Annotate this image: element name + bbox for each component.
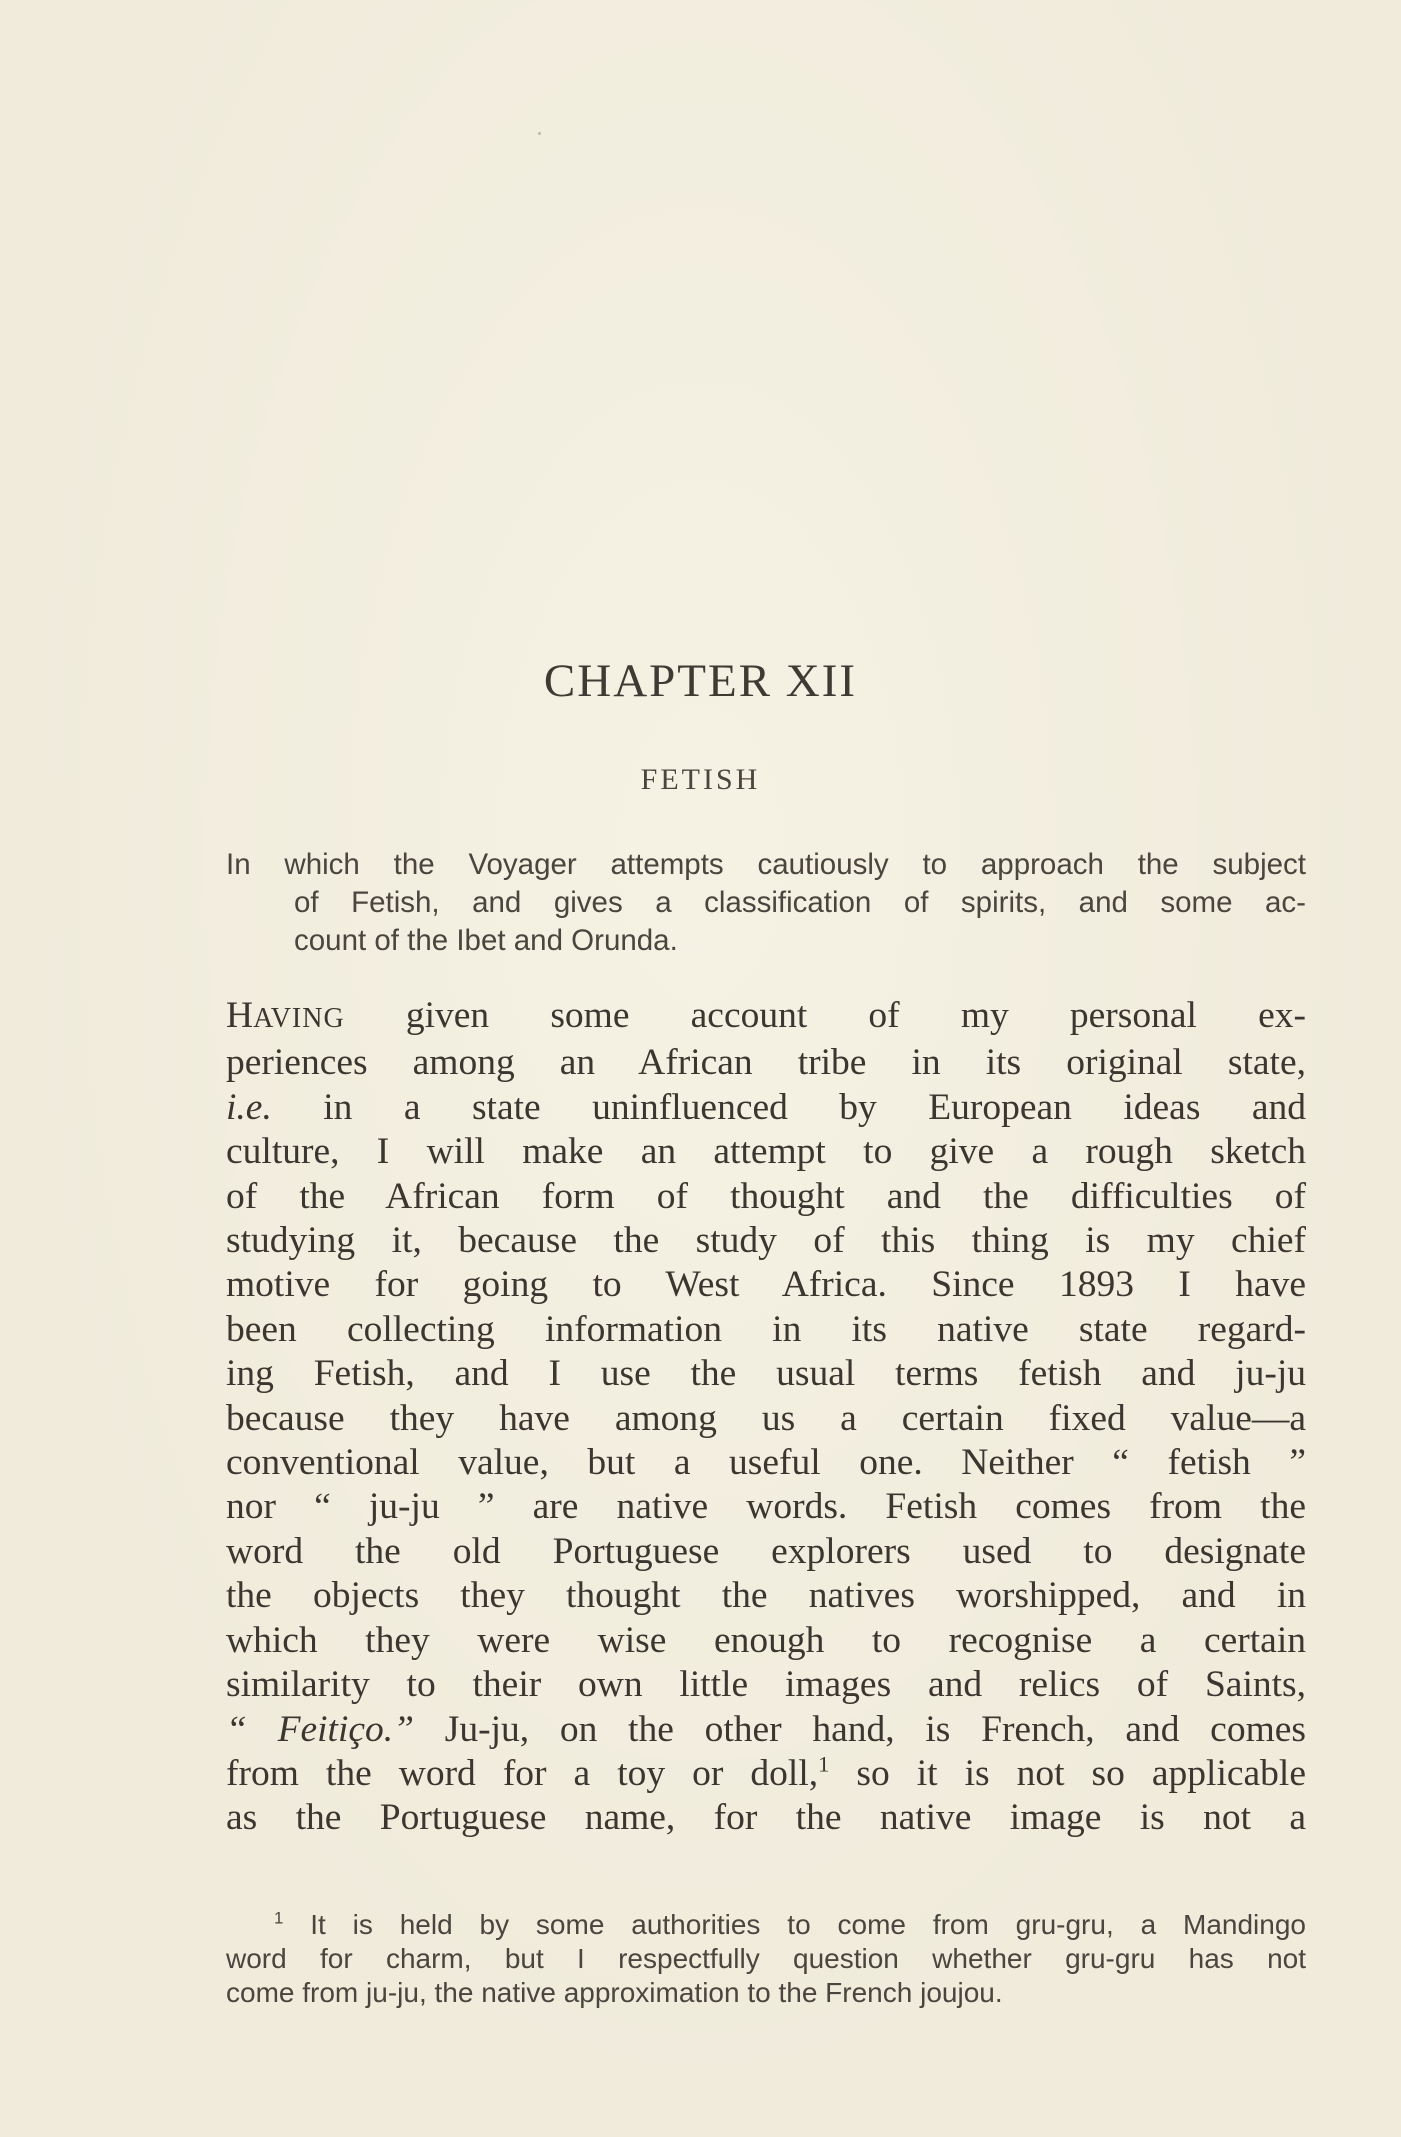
body-line (226, 1708, 1306, 1752)
page-speck (538, 132, 541, 135)
footnote (226, 1908, 1306, 2010)
body-line: conventional value, but a useful one. Neither “ fetish ” (226, 1442, 1306, 1484)
body-line-rest: so it is not so applicable (829, 1752, 1307, 1794)
body-line (226, 1752, 1306, 1796)
body-line: word the old Portuguese explorers used to designate (226, 1530, 1306, 1572)
footnote-line: come from ju-ju, the native approximation to the French joujou. (226, 1977, 1003, 2008)
chapter-summary (226, 846, 1306, 960)
body-line: nor “ ju-ju ” are native words. Fetish comes from the (226, 1486, 1306, 1528)
body-line: because they have among us a certain fixed value—a (226, 1397, 1306, 1439)
chapter-title: CHAPTER XII (543, 655, 858, 707)
summary-line: In which the Voyager attempts cautiously to approach the subject (226, 848, 1306, 881)
body-line-rest: Ju-ju, on the other hand, is French, and comes (414, 1708, 1306, 1750)
body-line: the objects they thought the natives worshipped, and in (226, 1575, 1306, 1617)
summary-line: count of the Ibet and Orunda. (294, 924, 678, 957)
body-line: which they were wise enough to recognise a certain (226, 1619, 1306, 1661)
body-line: been collecting information in its native state regard- (226, 1308, 1306, 1350)
body-line-rest: in a state uninfluenced by European ideas and (323, 1086, 1306, 1128)
body-line-rest: given some account of my personal ex- (344, 995, 1306, 1036)
drop-initial: H (226, 995, 254, 1036)
smallcaps-word: AVING (253, 1003, 345, 1034)
body-line: studying it, because the study of this thing is my chief (226, 1220, 1306, 1262)
body-line (226, 994, 1306, 1041)
body-line: culture, I will make an attempt to give a rough sketch (226, 1131, 1306, 1173)
footnote-line: word for charm, but I respectfully question whether gru-gru has not (226, 1943, 1306, 1974)
body-line: ing Fetish, and I use the usual terms fetish and ju-ju (226, 1353, 1306, 1395)
body-line: periences among an African tribe in its original state, (226, 1042, 1306, 1084)
footnote-reference: 1 (818, 1751, 830, 1777)
ie-abbreviation: i.e. (226, 1086, 272, 1128)
body-line-start: from the word for a toy or doll, (226, 1752, 819, 1794)
footnote-text: It is held by some authorities to come from gru-gru, a Mandingo (310, 1909, 1306, 1940)
body-line: of the African form of thought and the difficulties of (226, 1175, 1306, 1217)
footnote-marker: 1 (274, 1908, 284, 1928)
feitico-term: “ Feitiço.” (226, 1708, 415, 1750)
body-line: similarity to their own little images and relics of Saints, (226, 1664, 1306, 1706)
body-line: as the Portuguese name, for the native image is not a (226, 1797, 1306, 1839)
body-line: motive for going to West Africa. Since 1893 I have (226, 1264, 1306, 1306)
chapter-subtitle: FETISH (640, 763, 761, 796)
body-line (226, 1086, 1306, 1130)
body-text (226, 994, 1306, 1841)
footnote-line (226, 1908, 1306, 1942)
summary-line: of Fetish, and gives a classification of spirits, and some ac- (294, 886, 1306, 919)
